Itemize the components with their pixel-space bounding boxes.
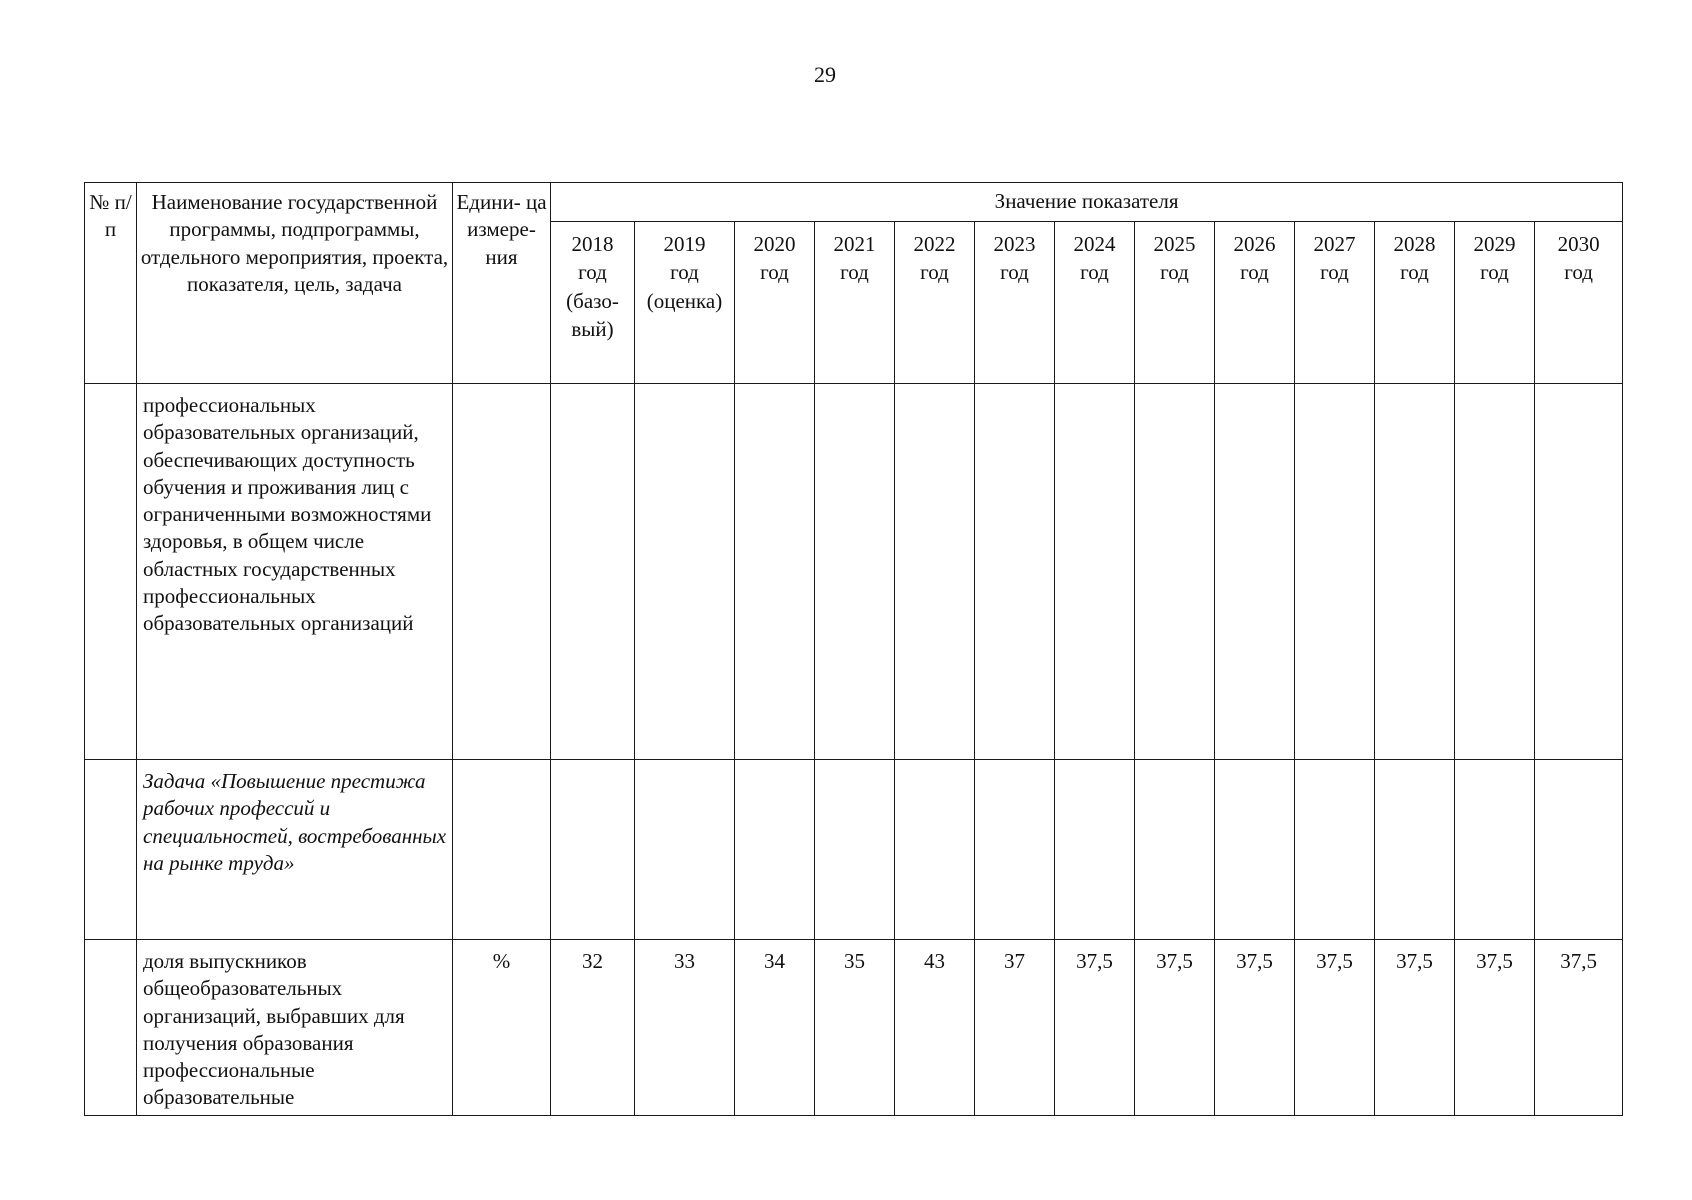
value-cell bbox=[1535, 384, 1623, 760]
value-cell bbox=[735, 384, 815, 760]
value-cell: 43 bbox=[895, 940, 975, 1116]
header-year-2023: 2023 год bbox=[975, 222, 1055, 384]
value-cell bbox=[1295, 384, 1375, 760]
table-row bbox=[85, 384, 1623, 760]
value-cell bbox=[1055, 760, 1135, 940]
row-name: доля выпускников общеобразовательных организаций, выбравших для получения образования профессиональные образовательные bbox=[137, 940, 453, 1116]
header-year-2022: 2022 год bbox=[895, 222, 975, 384]
row-name: профессиональных образовательных организаций, обеспечивающих доступность обучения и проживания лиц с ограниченными возможностями здоровья, в общем числе областных государственных профессиональных образовательных организаций bbox=[137, 384, 453, 760]
row-unit bbox=[453, 760, 551, 940]
value-cell: 37,5 bbox=[1055, 940, 1135, 1116]
value-cell bbox=[1215, 384, 1295, 760]
table-row bbox=[85, 940, 1623, 1116]
header-year-2019: 2019 год (оценка) bbox=[635, 222, 735, 384]
header-name: Наименование государственной программы, подпрограммы, отдельного мероприятия, проекта, показателя, цель, задача bbox=[137, 183, 453, 384]
value-cell bbox=[975, 384, 1055, 760]
value-cell bbox=[735, 760, 815, 940]
value-cell bbox=[1135, 384, 1215, 760]
value-cell bbox=[1455, 760, 1535, 940]
value-cell bbox=[635, 384, 735, 760]
header-year-2026: 2026 год bbox=[1215, 222, 1295, 384]
table-row bbox=[85, 760, 1623, 940]
value-cell bbox=[895, 760, 975, 940]
header-year-2028: 2028 год bbox=[1375, 222, 1455, 384]
value-cell bbox=[551, 384, 635, 760]
value-cell bbox=[815, 760, 895, 940]
row-number bbox=[85, 760, 137, 940]
value-cell bbox=[1375, 384, 1455, 760]
row-number bbox=[85, 940, 137, 1116]
value-cell bbox=[1055, 384, 1135, 760]
header-year-2027: 2027 год bbox=[1295, 222, 1375, 384]
value-cell bbox=[635, 760, 735, 940]
value-cell bbox=[975, 760, 1055, 940]
value-cell: 34 bbox=[735, 940, 815, 1116]
row-unit bbox=[453, 384, 551, 760]
value-cell: 35 bbox=[815, 940, 895, 1116]
header-row-group bbox=[85, 183, 1623, 222]
value-cell: 37,5 bbox=[1375, 940, 1455, 1116]
value-cell bbox=[551, 760, 635, 940]
header-year-2018: 2018 год (базо- вый) bbox=[551, 222, 635, 384]
indicators-table bbox=[84, 182, 1623, 1116]
header-year-2029: 2029 год bbox=[1455, 222, 1535, 384]
value-cell: 37,5 bbox=[1215, 940, 1295, 1116]
header-year-2024: 2024 год bbox=[1055, 222, 1135, 384]
value-cell bbox=[815, 384, 895, 760]
value-cell bbox=[895, 384, 975, 760]
value-cell: 37,5 bbox=[1135, 940, 1215, 1116]
row-unit: % bbox=[453, 940, 551, 1116]
value-cell bbox=[1215, 760, 1295, 940]
value-cell: 32 bbox=[551, 940, 635, 1116]
header-year-2025: 2025 год bbox=[1135, 222, 1215, 384]
header-number: № п/п bbox=[85, 183, 137, 384]
header-year-2030: 2030 год bbox=[1535, 222, 1623, 384]
value-cell bbox=[1455, 384, 1535, 760]
row-number bbox=[85, 384, 137, 760]
header-year-2020: 2020 год bbox=[735, 222, 815, 384]
value-cell bbox=[1295, 760, 1375, 940]
value-cell bbox=[1535, 760, 1623, 940]
header-year-2021: 2021 год bbox=[815, 222, 895, 384]
value-cell: 37,5 bbox=[1455, 940, 1535, 1116]
header-unit: Едини- ца измере- ния bbox=[453, 183, 551, 384]
page-number: 29 bbox=[814, 62, 836, 87]
task-title: Задача «Повышение престижа рабочих профессий и специальностей, востребованных на рынке труда» bbox=[137, 760, 453, 940]
value-cell: 37,5 bbox=[1535, 940, 1623, 1116]
value-cell bbox=[1375, 760, 1455, 940]
value-cell: 33 bbox=[635, 940, 735, 1116]
value-cell: 37 bbox=[975, 940, 1055, 1116]
value-cell bbox=[1135, 760, 1215, 940]
header-indicator-value: Значение показателя bbox=[551, 183, 1623, 222]
value-cell: 37,5 bbox=[1295, 940, 1375, 1116]
